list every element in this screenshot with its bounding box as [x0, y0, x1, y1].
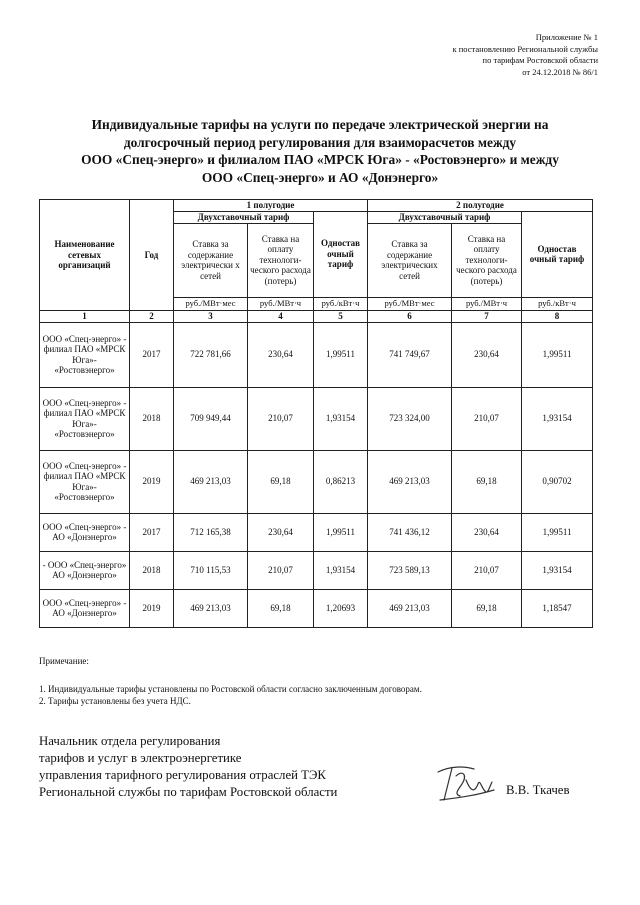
cell-year: 2019: [130, 589, 174, 627]
cell-value: 230,64: [248, 513, 314, 551]
cell-value: 69,18: [452, 589, 522, 627]
cell-value: 712 165,38: [174, 513, 248, 551]
cell-value: 469 213,03: [174, 450, 248, 513]
cell-value: 741 436,12: [368, 513, 452, 551]
cell-value: 1,93154: [314, 387, 368, 450]
cell-value: 1,93154: [522, 551, 593, 589]
table-row: [40, 513, 593, 551]
cell-org: ООО «Спец-энерго» - филиал ПАО «МРСК Юга»- «Ростовэнерго»: [40, 322, 130, 387]
cell-value: 710 115,53: [174, 551, 248, 589]
column-number: 6: [368, 310, 452, 322]
unit-kwh-1: руб./кВт·ч: [314, 297, 368, 310]
position-line-2: тарифов и услуг в электроэнергетике: [39, 751, 242, 765]
cell-value: 1,99511: [314, 322, 368, 387]
cell-org: ООО «Спец-энерго» - филиал ПАО «МРСК Юга»- «Ростовэнерго»: [40, 450, 130, 513]
appendix-line-2: к постановлению Региональной службы: [452, 43, 598, 54]
cell-org: ООО «Спец-энерго» - АО «Донэнерго»: [40, 513, 130, 551]
note-item-1: 1. Индивидуальные тарифы установлены по Ростовской области согласно заключенным договорам.: [39, 684, 422, 694]
cell-value: 69,18: [452, 450, 522, 513]
appendix-line-4: от 24.12.2018 № 86/1: [522, 66, 598, 77]
signatory-position: [39, 733, 337, 801]
column-number: 8: [522, 310, 593, 322]
cell-year: 2017: [130, 513, 174, 551]
header-rate-loss-2: Ставка на оплату технологи-ческого расхода (потерь): [452, 223, 522, 297]
table-row: [40, 589, 593, 627]
position-line-1: Начальник отдела регулирования: [39, 734, 221, 748]
header-two-part-1: Двухставочный тариф: [174, 211, 314, 223]
cell-value: 210,07: [248, 387, 314, 450]
cell-value: 69,18: [248, 589, 314, 627]
header-year: Год: [130, 200, 174, 311]
cell-value: 723 589,13: [368, 551, 452, 589]
header-single-1: Одностав очный тариф: [314, 211, 368, 297]
column-number: 1: [40, 310, 130, 322]
cell-value: 230,64: [452, 322, 522, 387]
title-line-4: ООО «Спец-энерго» и АО «Донэнерго»: [201, 169, 439, 185]
title-line-3: ООО «Спец-энерго» и филиалом ПАО «МРСК Юга» - «Ростовэнерго» и между: [81, 152, 559, 167]
header-org: Наименование сетевых организаций: [40, 200, 130, 311]
unit-month-1: руб./МВт·мес: [174, 297, 248, 310]
header-half-2: 2 полугодие: [368, 200, 593, 212]
cell-value: 0,90702: [522, 450, 593, 513]
cell-year: 2018: [130, 387, 174, 450]
cell-value: 1,99511: [522, 322, 593, 387]
appendix-line-1: Приложение № 1: [535, 32, 598, 42]
position-line-3: управления тарифного регулирования отраслей ТЭК: [39, 768, 326, 782]
cell-year: 2019: [130, 450, 174, 513]
notes-list: [39, 683, 422, 707]
cell-year: 2017: [130, 322, 174, 387]
cell-value: 1,99511: [314, 513, 368, 551]
header-rate-maintenance-2: Ставка за содержание электрических сетей: [368, 223, 452, 297]
cell-value: 210,07: [452, 387, 522, 450]
note-item-2: 2. Тарифы установлены без учета НДС.: [39, 696, 191, 706]
table-row: [40, 551, 593, 589]
tariff-table: [39, 199, 593, 628]
position-line-4: Региональной службы по тарифам Ростовской области: [39, 785, 338, 799]
cell-value: 210,07: [452, 551, 522, 589]
column-number: 5: [314, 310, 368, 322]
cell-value: 709 949,44: [174, 387, 248, 450]
cell-value: 0,86213: [314, 450, 368, 513]
cell-value: 1,99511: [522, 513, 593, 551]
table-row: [40, 450, 593, 513]
unit-mwh-2: руб./МВт·ч: [452, 297, 522, 310]
appendix-reference: [298, 32, 598, 78]
header-rate-maintenance-1: Ставка за содержание электрически х сетей: [174, 223, 248, 297]
header-rate-loss-1: Ставка на оплату технологи-ческого расхода (потерь): [248, 223, 314, 297]
column-number: 2: [130, 310, 174, 322]
notes-title: Примечание:: [39, 656, 89, 666]
title-line-2: долгосрочный период регулирования для взаиморасчетов между: [123, 134, 517, 150]
table-row: [40, 322, 593, 387]
cell-value: 1,18547: [522, 589, 593, 627]
cell-value: 469 213,03: [368, 450, 452, 513]
cell-value: 741 749,67: [368, 322, 452, 387]
cell-value: 469 213,03: [368, 589, 452, 627]
cell-org: - ООО «Спец-энерго» АО «Донэнерго»: [40, 551, 130, 589]
column-number: 3: [174, 310, 248, 322]
header-single-2: Одностав очный тариф: [522, 211, 593, 297]
cell-value: 230,64: [452, 513, 522, 551]
column-number: 4: [248, 310, 314, 322]
cell-value: 722 781,66: [174, 322, 248, 387]
document-title: [30, 116, 610, 186]
table-row: [40, 387, 593, 450]
unit-mwh-1: руб./МВт·ч: [248, 297, 314, 310]
header-two-part-2: Двухставочный тариф: [368, 211, 522, 223]
column-number: 7: [452, 310, 522, 322]
unit-kwh-2: руб./кВт·ч: [522, 297, 593, 310]
cell-value: 230,64: [248, 322, 314, 387]
handwritten-signature-icon: [430, 760, 500, 806]
cell-org: ООО «Спец-энерго» - филиал ПАО «МРСК Юга»- «Ростовэнерго»: [40, 387, 130, 450]
cell-value: 469 213,03: [174, 589, 248, 627]
cell-value: 1,20693: [314, 589, 368, 627]
signer-name: В.В. Ткачев: [506, 783, 570, 797]
cell-value: 69,18: [248, 450, 314, 513]
cell-value: 723 324,00: [368, 387, 452, 450]
header-half-1: 1 полугодие: [174, 200, 368, 212]
title-line-1: Индивидуальные тарифы на услуги по передаче электрической энергии на: [91, 117, 549, 132]
cell-value: 210,07: [248, 551, 314, 589]
cell-org: ООО «Спец-энерго» - АО «Донэнерго»: [40, 589, 130, 627]
unit-month-2: руб./МВт·мес: [368, 297, 452, 310]
appendix-line-3: по тарифам Ростовской области: [482, 55, 598, 65]
cell-value: 1,93154: [314, 551, 368, 589]
cell-value: 1,93154: [522, 387, 593, 450]
cell-year: 2018: [130, 551, 174, 589]
